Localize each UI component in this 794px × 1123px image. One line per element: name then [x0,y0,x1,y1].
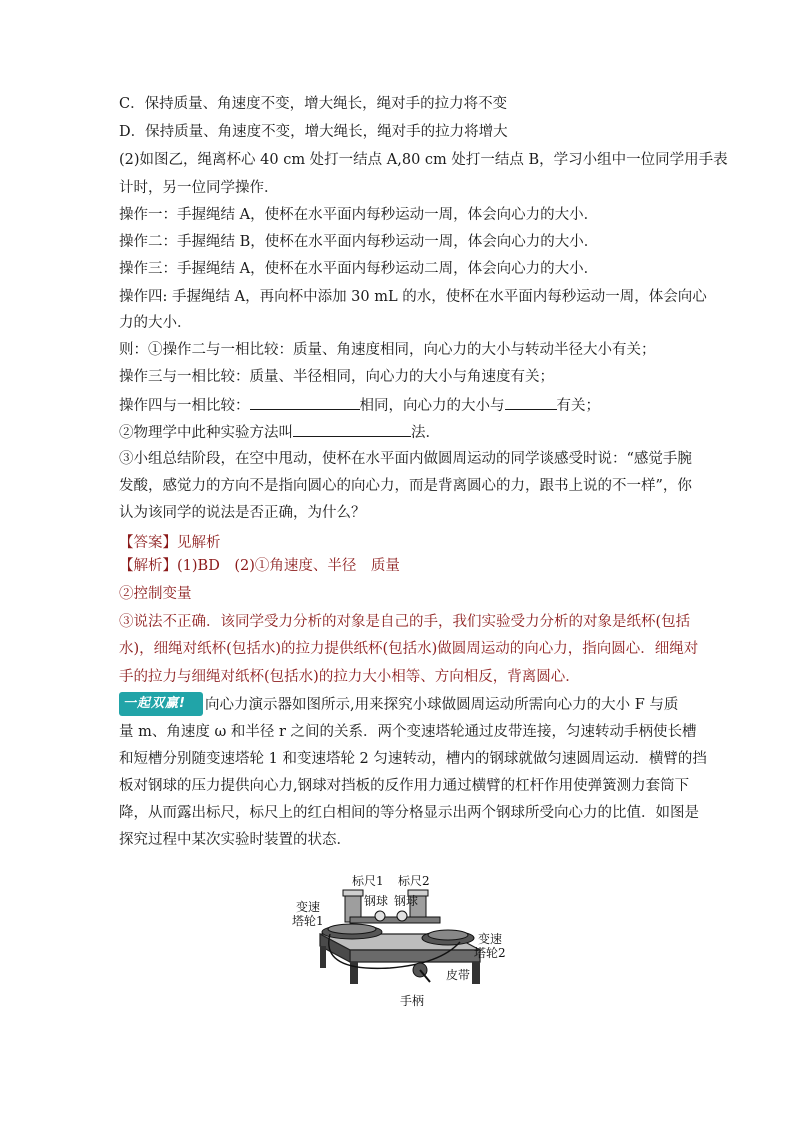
label-wheel-2-a: 变速 [478,932,503,946]
explanation-line3: 手的拉力与细绳对纸杯(包括水)的拉力大小相等、方向相反，背离圆心． [119,669,580,685]
comparison-3-prefix: 操作四与一相比较： [119,398,250,414]
section-paragraph-line5: 降，从而露出标尺，标尺上的红白相间的等分格显示出两个钢球所受向心力的比值．如图是 [119,805,699,821]
fill-blank-3[interactable] [293,422,411,437]
comparison-3-middle: 相同，向心力的大小与 [359,398,505,414]
operation-1: 操作一：手握绳结 A，使杯在水平面内每秒运动一周，体会向心力的大小． [119,207,599,223]
option-c: C．保持质量、角速度不变，增大绳长，绳对手的拉力将不变 [119,96,508,112]
question3-line1: ③小组总结阶段，在空中甩动，使杯在水平面内做圆周运动的同学谈感受时说：“感觉手腕 [119,451,692,467]
section-badge [119,692,203,716]
section-paragraph-line1: 向心力演示器如图所示,用来探究小球做圆周运动所需向心力的大小 F 与质 [205,697,679,713]
question3-line3: 认为该同学的说法是否正确，为什么？ [119,505,366,521]
analysis-control: ②控制变量 [119,586,192,602]
label-belt: 皮带 [446,968,471,982]
method-suffix: 法． [411,425,440,441]
fill-blank-1[interactable] [250,395,360,410]
label-ruler-2: 标尺2 [398,874,430,888]
answer-line: 【答案】见解析 [119,535,221,551]
section-paragraph-line4: 板对钢球的压力提供向心力,钢球对挡板的反作用力通过横臂的杠杆作用使弹簧测力套筒下 [119,778,690,794]
section-badge-label: 一起双赢! [123,696,186,711]
operation-4-line1: 操作四: 手握绳结 A，再向杯中添加 30 mL 的水，使杯在水平面内每秒运动一周，体会向心 [119,289,707,305]
label-steel-ball-b: 钢球 [394,894,419,908]
method-line [119,422,440,443]
label-wheel-2-b: 塔轮2 [474,946,506,960]
comparison-2: 操作三与一相比较：质量、半径相同，向心力的大小与角速度有关； [119,369,554,385]
comparison-1: 则：①操作二与一相比较：质量、角速度相同，向心力的大小与转动半径大小有关； [119,342,656,358]
fill-blank-2[interactable] [505,395,557,410]
apparatus-drawing [290,872,510,1012]
question2-line1: (2)如图乙，绳离杯心 40 cm 处打一结点 A,80 cm 处打一结点 B，学习小组中一位同学用手表 [119,152,728,168]
comparison-3 [119,395,600,416]
comparison-3-suffix: 有关； [556,398,600,414]
question3-line2: 发酸，感觉力的方向不是指向圆心的向心力，而是背离圆心的力，跟书上说的不一样”，你 [119,478,692,494]
label-steel-ball-a: 钢球 [364,894,389,908]
explanation-line2: 水)，细绳对纸杯(包括水)的拉力提供纸杯(包括水)做圆周运动的向心力，指向圆心．细绳对 [119,641,699,657]
operation-2: 操作二：手握绳结 B，使杯在水平面内每秒运动一周，体会向心力的大小． [119,234,599,250]
explanation-line1: ③说法不正确．该同学受力分析的对象是自己的手，我们实验受力分析的对象是纸杯(包括 [119,614,691,630]
question2-line2: 计时，另一位同学操作． [119,180,279,196]
label-wheel-1-a: 变速 [296,900,321,914]
operation-3: 操作三：手握绳结 A，使杯在水平面内每秒运动二周，体会向心力的大小． [119,261,599,277]
analysis-line: 【解析】(1)BD (2)①角速度、半径 质量 [119,558,400,574]
label-ruler-1: 标尺1 [352,874,384,888]
label-handle: 手柄 [400,994,425,1008]
operation-4-line2: 力的大小． [119,315,192,331]
section-paragraph-line6: 探究过程中某次实验时装置的状态． [119,832,351,848]
method-prefix: ②物理学中此种实验方法叫 [119,425,293,441]
section-paragraph-line3: 和短槽分别随变速塔轮 1 和变速塔轮 2 匀速转动，槽内的钢球就做匀速圆周运动．横臂的挡 [119,751,707,767]
label-wheel-1-b: 塔轮1 [292,914,324,928]
option-d: D．保持质量、角速度不变，增大绳长，绳对手的拉力将增大 [119,124,508,140]
centripetal-force-apparatus-figure [290,872,510,1012]
section-paragraph-line2: 量 m、角速度 ω 和半径 r 之间的关系．两个变速塔轮通过皮带连接，匀速转动手柄使长槽 [119,724,697,740]
